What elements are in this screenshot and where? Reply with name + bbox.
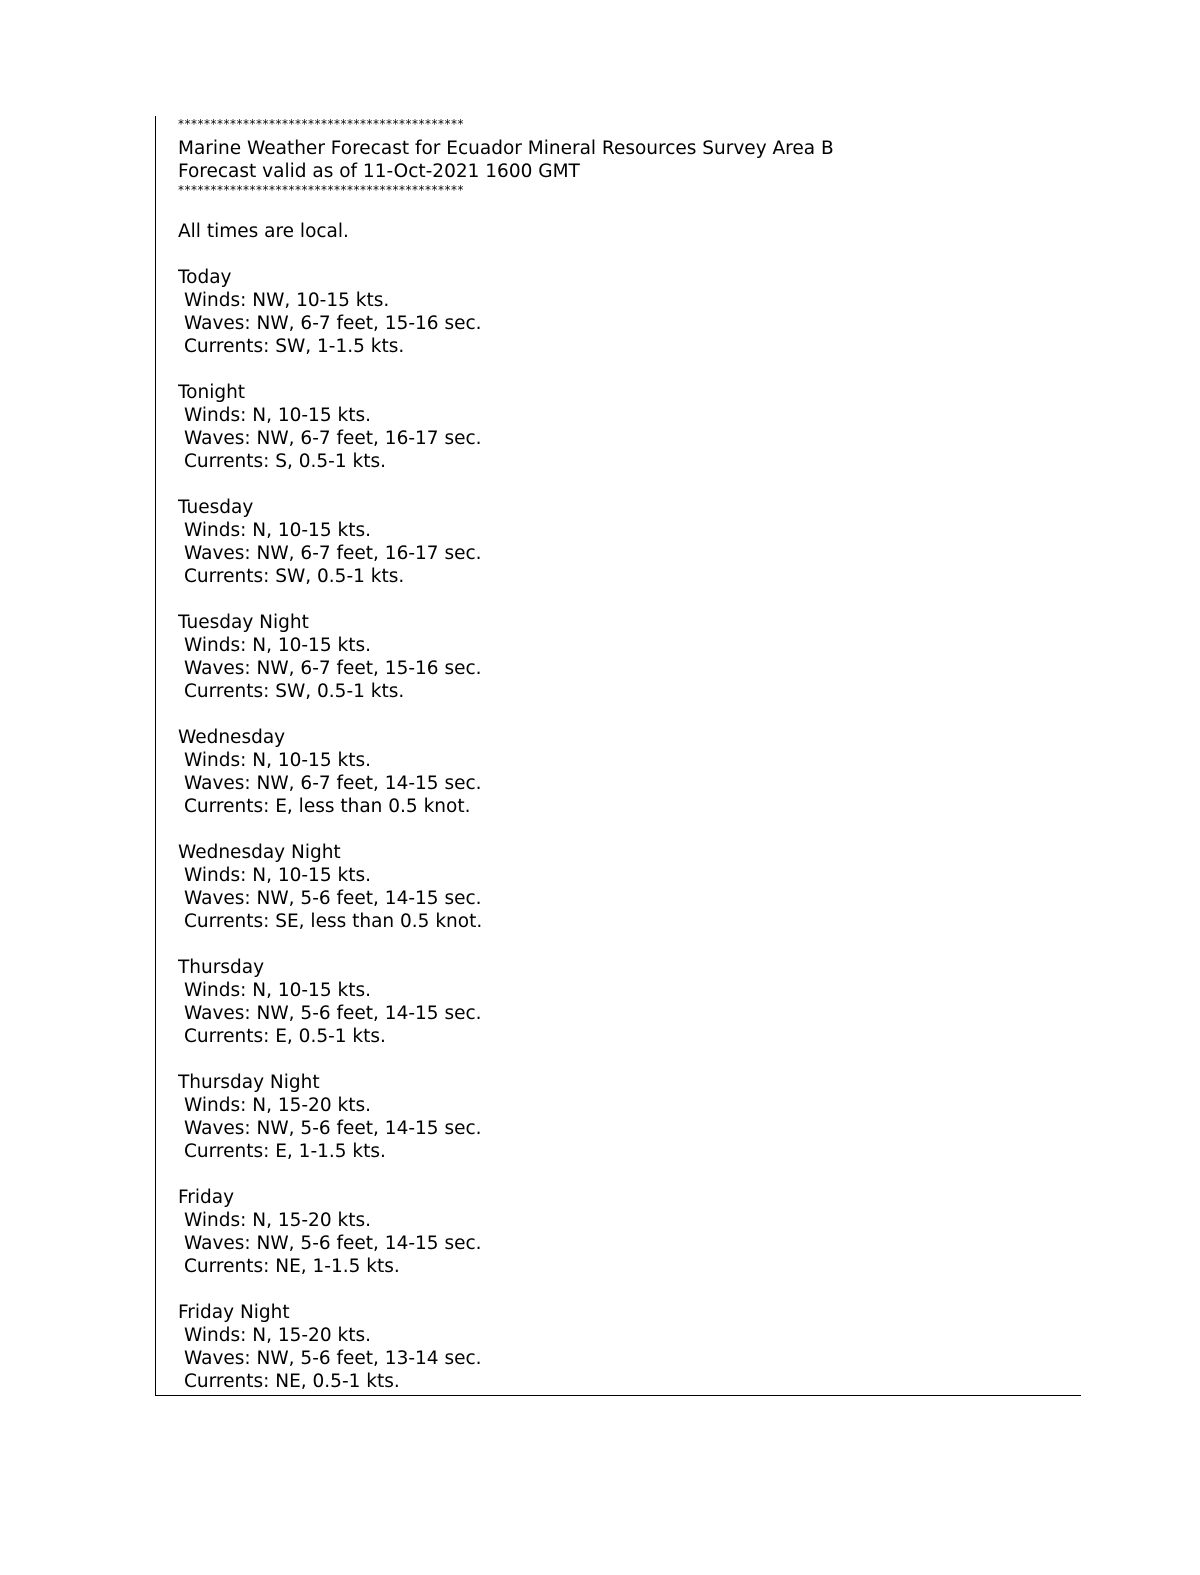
- period-waves: Waves: NW, 6-7 feet, 14-15 sec.: [184, 773, 482, 794]
- period-name: Thursday: [178, 957, 265, 978]
- forecast-period: [178, 266, 1058, 358]
- period-waves: Waves: NW, 6-7 feet, 15-16 sec.: [184, 658, 482, 679]
- period-name: Tuesday Night: [178, 612, 309, 633]
- period-currents: Currents: SW, 0.5-1 kts.: [184, 566, 405, 587]
- period-currents: Currents: SW, 1-1.5 kts.: [184, 336, 405, 357]
- period-name: Thursday Night: [178, 1072, 320, 1093]
- period-name: Friday: [178, 1187, 235, 1208]
- period-currents: Currents: NE, 0.5-1 kts.: [184, 1371, 400, 1392]
- period-winds: Winds: N, 15-20 kts.: [184, 1325, 371, 1346]
- period-waves: Waves: NW, 5-6 feet, 13-14 sec.: [184, 1348, 482, 1369]
- period-waves: Waves: NW, 5-6 feet, 14-15 sec.: [184, 1233, 482, 1254]
- period-winds: Winds: N, 10-15 kts.: [184, 865, 371, 886]
- period-winds: Winds: N, 10-15 kts.: [184, 980, 371, 1001]
- left-border-line: [155, 116, 156, 1395]
- forecast-period: [178, 611, 1058, 703]
- period-currents: Currents: E, less than 0.5 knot.: [184, 796, 471, 817]
- period-currents: Currents: E, 1-1.5 kts.: [184, 1141, 386, 1162]
- period-winds: Winds: N, 15-20 kts.: [184, 1095, 371, 1116]
- period-name: Friday Night: [178, 1302, 290, 1323]
- times-note: All times are local.: [178, 221, 349, 242]
- forecast-period: [178, 1186, 1058, 1278]
- period-name: Wednesday: [178, 727, 286, 748]
- period-name: Tuesday: [178, 497, 254, 518]
- period-winds: Winds: N, 10-15 kts.: [184, 635, 371, 656]
- header-stars-top: ********************************************: [178, 117, 464, 131]
- period-waves: Waves: NW, 5-6 feet, 14-15 sec.: [184, 888, 482, 909]
- forecast-period: [178, 956, 1058, 1048]
- header-stars-bottom: ********************************************: [178, 183, 464, 197]
- forecast-period: [178, 841, 1058, 933]
- period-currents: Currents: E, 0.5-1 kts.: [184, 1026, 386, 1047]
- period-name: Today: [178, 267, 232, 288]
- period-waves: Waves: NW, 5-6 feet, 14-15 sec.: [184, 1118, 482, 1139]
- period-waves: Waves: NW, 6-7 feet, 15-16 sec.: [184, 313, 482, 334]
- period-winds: Winds: N, 10-15 kts.: [184, 405, 371, 426]
- period-currents: Currents: NE, 1-1.5 kts.: [184, 1256, 400, 1277]
- forecast-period: [178, 1071, 1058, 1163]
- period-waves: Waves: NW, 6-7 feet, 16-17 sec.: [184, 428, 482, 449]
- period-currents: Currents: SW, 0.5-1 kts.: [184, 681, 405, 702]
- period-name: Wednesday Night: [178, 842, 341, 863]
- period-currents: Currents: SE, less than 0.5 knot.: [184, 911, 483, 932]
- period-winds: Winds: N, 10-15 kts.: [184, 750, 371, 771]
- forecast-period: [178, 1301, 1058, 1393]
- period-winds: Winds: N, 10-15 kts.: [184, 520, 371, 541]
- forecast-valid-time: Forecast valid as of 11-Oct-2021 1600 GMT: [178, 161, 580, 182]
- forecast-period: [178, 726, 1058, 818]
- forecast-period: [178, 381, 1058, 473]
- period-currents: Currents: S, 0.5-1 kts.: [184, 451, 386, 472]
- period-winds: Winds: NW, 10-15 kts.: [184, 290, 390, 311]
- forecast-document: [178, 117, 1058, 1395]
- period-name: Tonight: [178, 382, 246, 403]
- bottom-border-line: [155, 1395, 1081, 1396]
- period-waves: Waves: NW, 6-7 feet, 16-17 sec.: [184, 543, 482, 564]
- period-winds: Winds: N, 15-20 kts.: [184, 1210, 371, 1231]
- period-waves: Waves: NW, 5-6 feet, 14-15 sec.: [184, 1003, 482, 1024]
- forecast-period: [178, 496, 1058, 588]
- document-title: Marine Weather Forecast for Ecuador Mineral Resources Survey Area B: [178, 138, 834, 159]
